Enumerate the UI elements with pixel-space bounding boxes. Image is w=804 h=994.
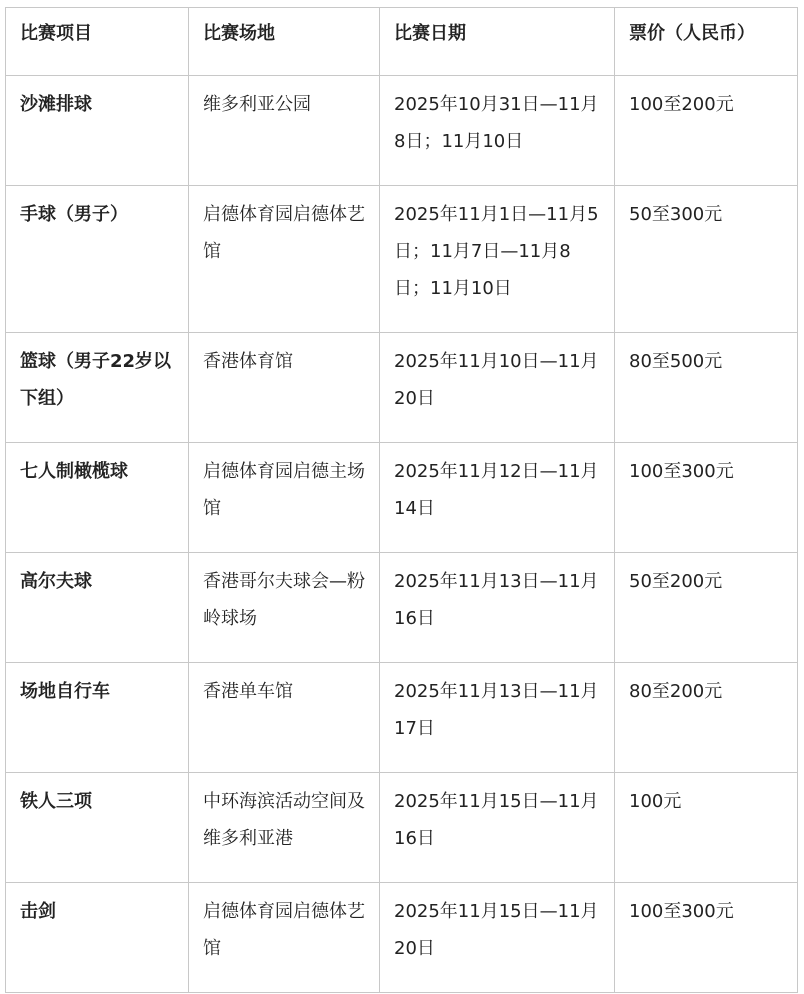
date-cell: 2025年11月1日—11月5日；11月7日—11月8日；11月10日 [380, 186, 615, 333]
table-row [6, 333, 798, 443]
venue-cell: 香港单车馆 [189, 663, 380, 773]
date-cell: 2025年10月31日—11月8日；11月10日 [380, 76, 615, 186]
table-row [6, 553, 798, 663]
price-cell: 80至200元 [615, 663, 798, 773]
venue-cell: 香港哥尔夫球会—粉岭球场 [189, 553, 380, 663]
price-cell: 80至500元 [615, 333, 798, 443]
venue-cell: 香港体育馆 [189, 333, 380, 443]
venue-cell: 启德体育园启德体艺馆 [189, 186, 380, 333]
date-cell: 2025年11月15日—11月16日 [380, 773, 615, 883]
header-date: 比赛日期 [380, 8, 615, 76]
event-cell: 高尔夫球 [6, 553, 189, 663]
event-cell: 场地自行车 [6, 663, 189, 773]
price-cell: 100至300元 [615, 883, 798, 993]
venue-cell: 中环海滨活动空间及维多利亚港 [189, 773, 380, 883]
header-event: 比赛项目 [6, 8, 189, 76]
price-cell: 100至300元 [615, 443, 798, 553]
table-row [6, 186, 798, 333]
table-row [6, 773, 798, 883]
price-cell: 100元 [615, 773, 798, 883]
header-price: 票价（人民币） [615, 8, 798, 76]
price-cell: 50至300元 [615, 186, 798, 333]
date-cell: 2025年11月10日—11月20日 [380, 333, 615, 443]
event-cell: 手球（男子） [6, 186, 189, 333]
date-cell: 2025年11月13日—11月17日 [380, 663, 615, 773]
event-cell: 篮球（男子22岁以下组） [6, 333, 189, 443]
header-venue: 比赛场地 [189, 8, 380, 76]
date-cell: 2025年11月15日—11月20日 [380, 883, 615, 993]
schedule-table [5, 7, 798, 993]
table-row [6, 443, 798, 553]
date-cell: 2025年11月12日—11月14日 [380, 443, 615, 553]
table-row [6, 663, 798, 773]
venue-cell: 启德体育园启德主场馆 [189, 443, 380, 553]
price-cell: 50至200元 [615, 553, 798, 663]
venue-cell: 维多利亚公园 [189, 76, 380, 186]
table-row [6, 76, 798, 186]
price-cell: 100至200元 [615, 76, 798, 186]
venue-cell: 启德体育园启德体艺馆 [189, 883, 380, 993]
event-cell: 击剑 [6, 883, 189, 993]
event-cell: 铁人三项 [6, 773, 189, 883]
date-cell: 2025年11月13日—11月16日 [380, 553, 615, 663]
event-cell: 沙滩排球 [6, 76, 189, 186]
event-cell: 七人制橄榄球 [6, 443, 189, 553]
table-row [6, 883, 798, 993]
header-row [6, 8, 798, 76]
